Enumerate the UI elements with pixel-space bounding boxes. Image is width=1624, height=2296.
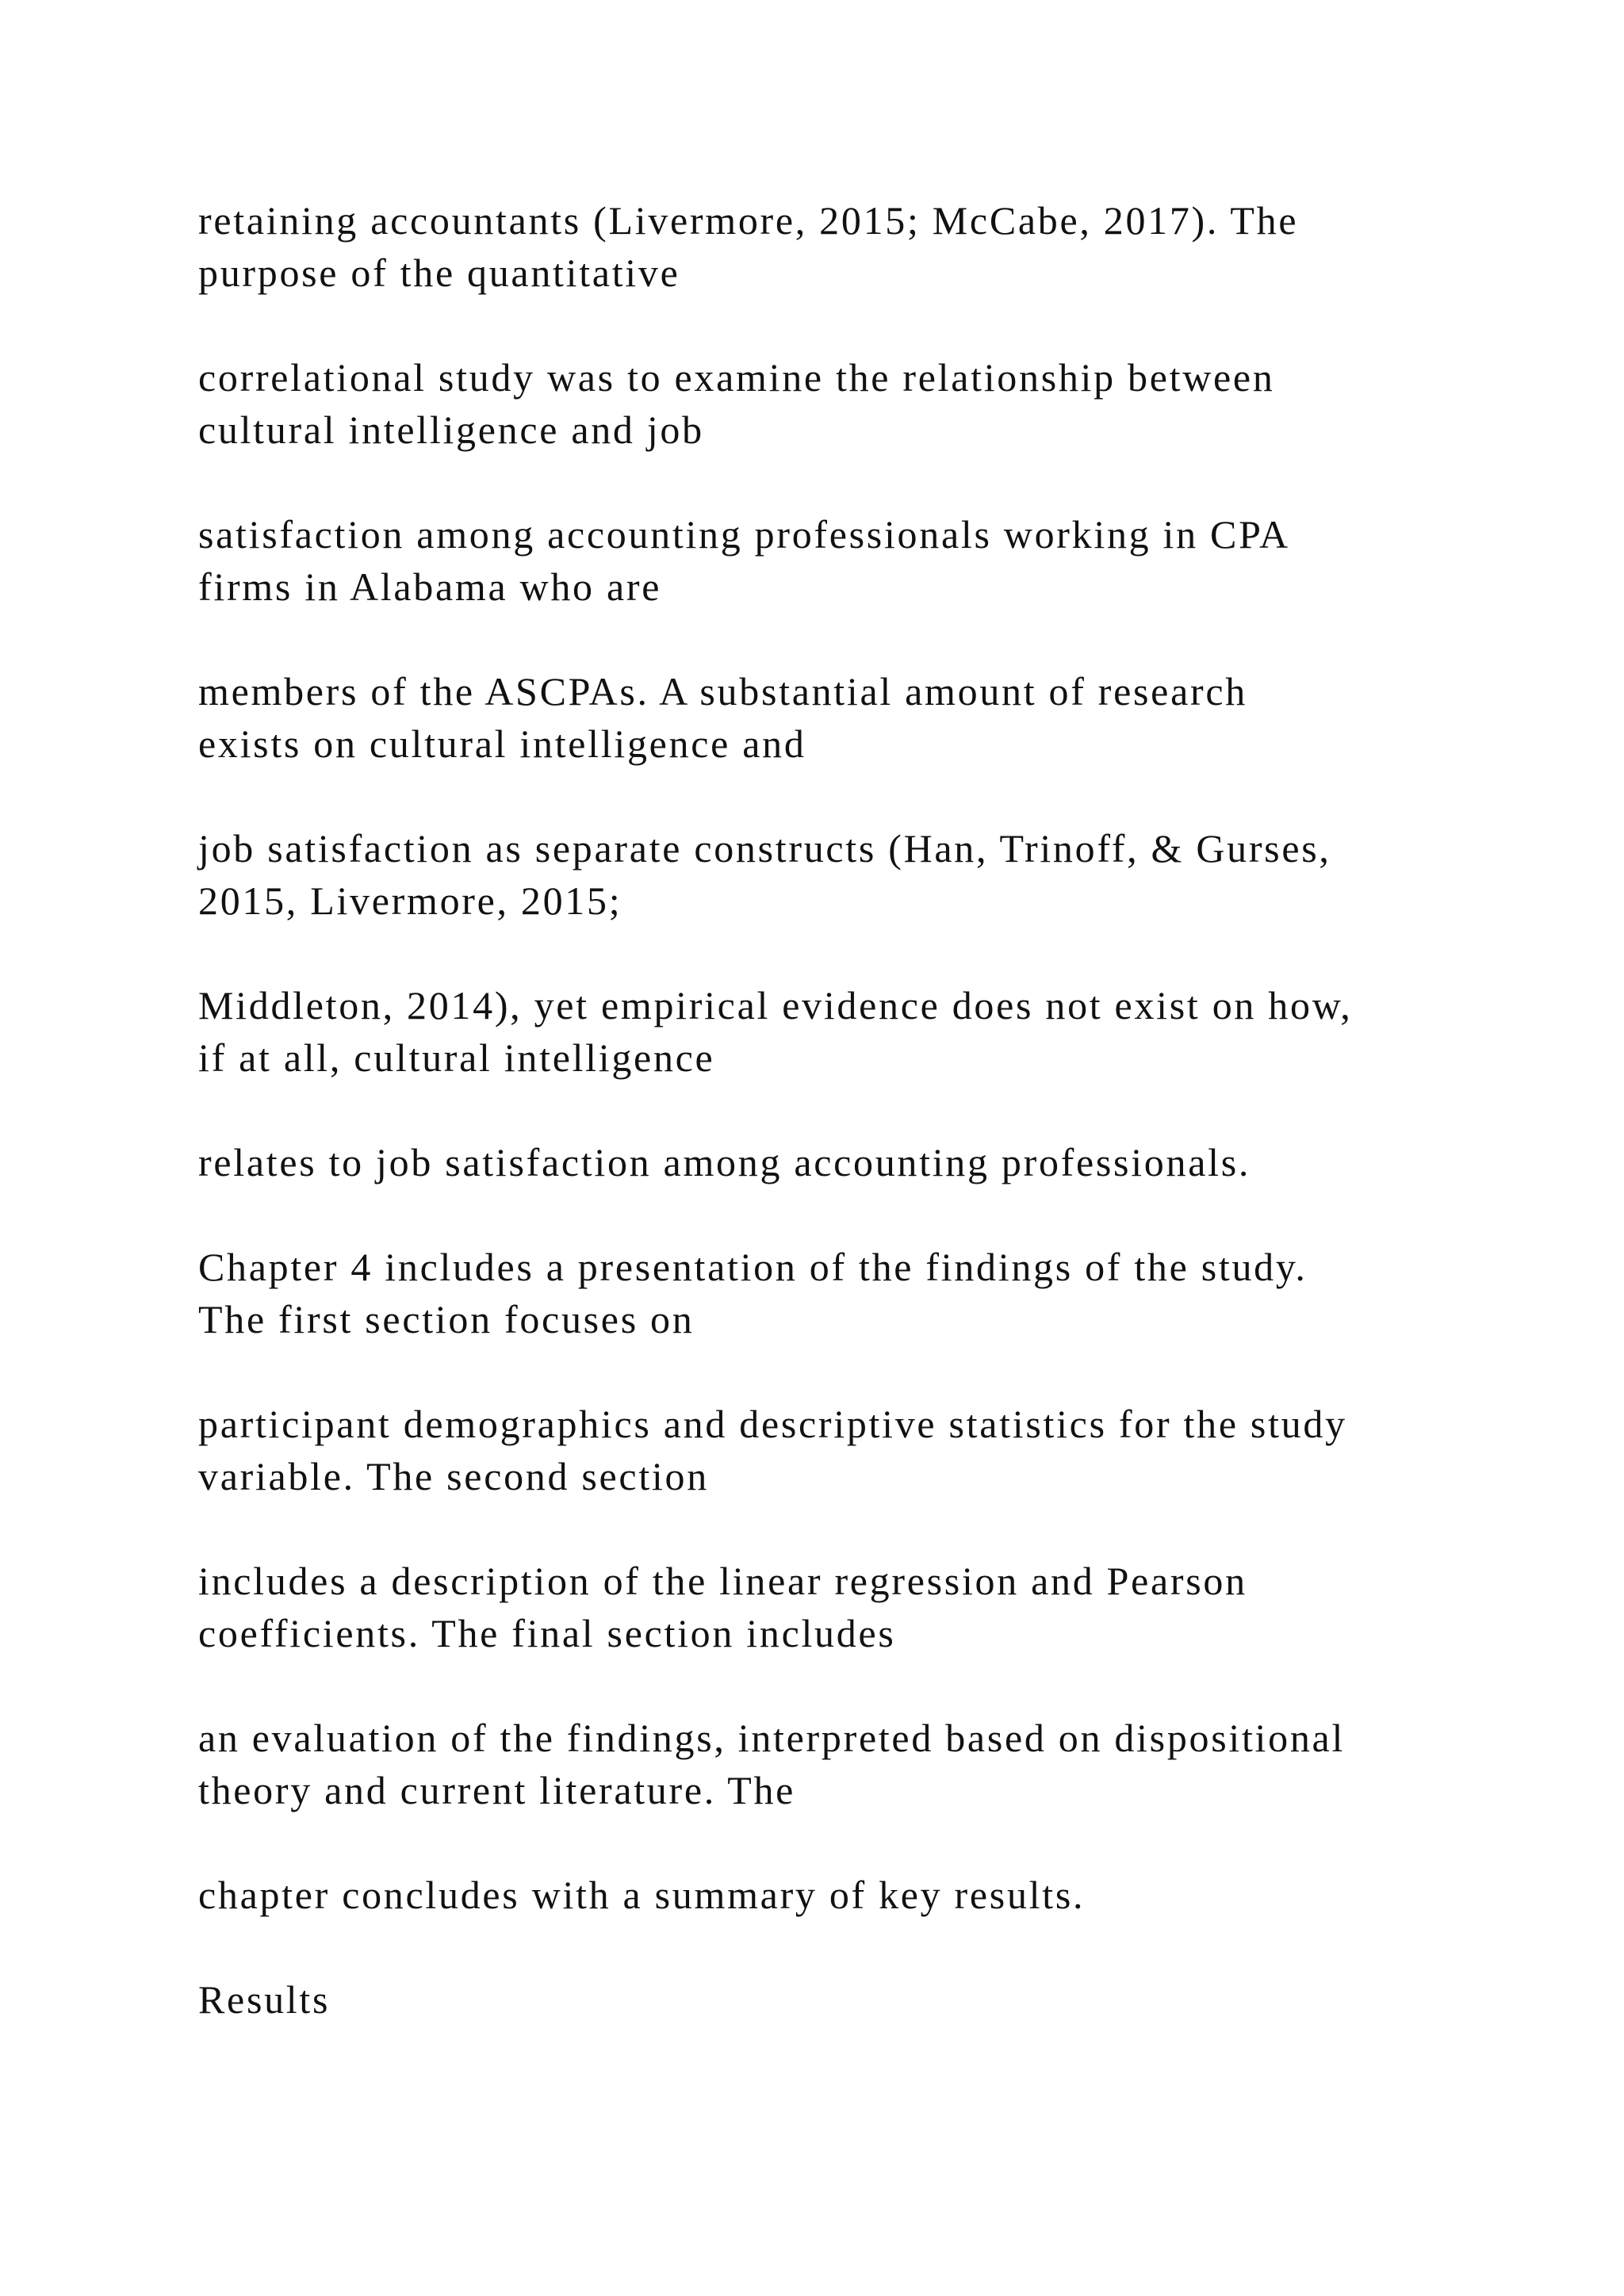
text-line: theory and current literature. The: [198, 1768, 796, 1812]
paragraph-evaluation-findings: [198, 1712, 1546, 1816]
paragraph-separate-constructs: [198, 822, 1546, 927]
text-line: job satisfaction as separate constructs (Han, Trinoff, & Gurses,: [198, 826, 1331, 871]
text-line: variable. The second section: [198, 1454, 709, 1498]
paragraph-linear-regression: [198, 1555, 1546, 1659]
text-line: participant demographics and descriptive statistics for the study: [198, 1402, 1347, 1446]
paragraph-relates-to-job: [198, 1136, 1546, 1188]
text-line: firms in Alabama who are: [198, 564, 662, 609]
text-line: Middleton, 2014), yet empirical evidence does not exist on how,: [198, 983, 1353, 1027]
paragraph-chapter-4-intro: [198, 1241, 1546, 1345]
text-line: if at all, cultural intelligence: [198, 1035, 715, 1080]
text-line: retaining accountants (Livermore, 2015; McCabe, 2017). The: [198, 198, 1299, 243]
section-heading-results: [198, 1973, 1546, 2026]
text-line: exists on cultural intelligence and: [198, 721, 806, 766]
text-line: 2015, Livermore, 2015;: [198, 878, 622, 923]
document-body: [198, 194, 1546, 2078]
paragraph-retaining-accountants: [198, 194, 1546, 299]
text-line: includes a description of the linear regression and Pearson: [198, 1559, 1247, 1603]
paragraph-members-ascpas: [198, 665, 1546, 770]
text-line: cultural intelligence and job: [198, 408, 704, 452]
text-line: coefficients. The final section includes: [198, 1611, 896, 1655]
paragraph-empirical-evidence: [198, 979, 1546, 1084]
text-line: The first section focuses on: [198, 1297, 695, 1341]
paragraph-satisfaction-among: [198, 508, 1546, 613]
paragraph-participant-demographics: [198, 1398, 1546, 1502]
paragraph-chapter-concludes: [198, 1869, 1546, 1921]
text-line: Chapter 4 includes a presentation of the findings of the study.: [198, 1245, 1308, 1289]
text-line: members of the ASCPAs. A substantial amount of research: [198, 669, 1247, 714]
paragraph-correlational-study: [198, 351, 1546, 456]
text-line: satisfaction among accounting professionals working in CPA: [198, 512, 1290, 557]
text-line: purpose of the quantitative: [198, 251, 680, 295]
text-line: relates to job satisfaction among accounting professionals.: [198, 1140, 1251, 1184]
text-line: Results: [198, 1977, 331, 2022]
text-line: chapter concludes with a summary of key results.: [198, 1873, 1086, 1917]
text-line: an evaluation of the findings, interpreted based on dispositional: [198, 1716, 1346, 1760]
text-line: correlational study was to examine the relationship between: [198, 355, 1275, 400]
